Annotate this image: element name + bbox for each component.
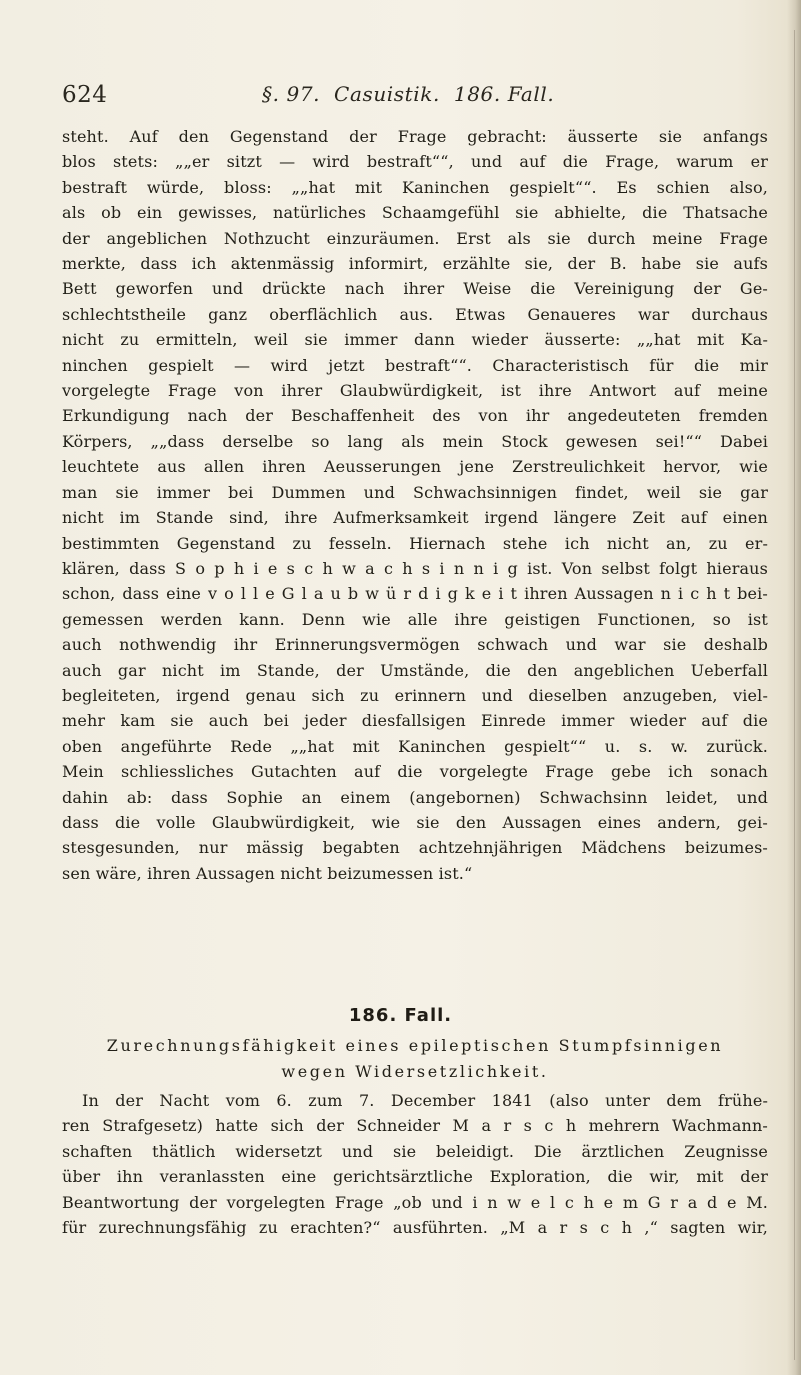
section-subtitle-line-2: wegen Widersetzlichkeit.: [281, 1062, 549, 1081]
running-title: §. 97. Casuistik. 186. Fall.: [262, 82, 555, 106]
text-line: merkte, dass ich aktenmässig informirt, erzählte sie, der B. habe sie aufs: [62, 254, 768, 274]
text-line: schon, dass eine v o l l e G l a u b w ü r d i g k e i t ihren Aussagen n i c h t bei-: [62, 584, 768, 604]
text-line: Bett geworfen und drückte nach ihrer Weise die Vereinigung der Ge-: [62, 279, 768, 299]
text-line: auch gar nicht im Stande, der Umstände, die den angeblichen Ueberfall: [62, 660, 768, 680]
text-line: gemessen werden kann. Denn wie alle ihre geistigen Functionen, so ist: [62, 609, 768, 629]
text-line: auch nothwendig ihr Erinnerungsvermögen schwach und war sie deshalb: [62, 635, 768, 655]
text-line: stesgesunden, nur mässig begabten achtzehnjährigen Mädchens beizumes-: [62, 838, 768, 858]
text-line: sen wäre, ihren Aussagen nicht beizumessen ist.“: [62, 863, 473, 883]
section-heading: 186. Fall.: [348, 1005, 453, 1026]
text-line: oben angeführte Rede „„hat mit Kaninchen gespielt““ u. s. w. zurück.: [62, 736, 768, 756]
text-line: nicht zu ermitteln, weil sie immer dann wieder äusserte: „„hat mit Ka-: [62, 330, 768, 350]
text-line: dahin ab: dass Sophie an einem (angebornen) Schwachsinn leidet, und: [62, 787, 768, 807]
text-line: dass die volle Glaubwürdigkeit, wie sie den Aussagen eines andern, gei-: [62, 812, 768, 832]
text-line: bestimmten Gegenstand zu fesseln. Hiernach stehe ich nicht an, zu er-: [62, 533, 768, 553]
text-line: Erkundigung nach der Beschaffenheit des von ihr angedeuteten fremden: [62, 406, 768, 426]
text-line: Mein schliessliches Gutachten auf die vorgelegte Frage gebe ich sonach: [62, 762, 768, 782]
text-line: bestraft würde, bloss: „„hat mit Kaninchen gespielt““. Es schien also,: [62, 177, 768, 197]
text-line: klären, dass S o p h i e s c h w a c h s i n n i g ist. Von selbst folgt hieraus: [62, 558, 768, 578]
text-line: Beantwortung der vorgelegten Frage „ob und i n w e l c h e m G r a d e M.: [62, 1192, 768, 1212]
page-number: 624: [62, 82, 108, 108]
text-line: Körpers, „„dass derselbe so lang als mein Stock gewesen sei!““ Dabei: [62, 431, 768, 451]
text-line: man sie immer bei Dummen und Schwachsinnigen findet, weil sie gar: [62, 482, 768, 502]
text-line: mehr kam sie auch bei jeder diesfallsigen Einrede immer wieder auf die: [62, 711, 768, 731]
text-line: vorgelegte Frage von ihrer Glaubwürdigkeit, ist ihre Antwort auf meine: [62, 381, 768, 401]
text-line: der angeblichen Nothzucht einzuräumen. Erst als sie durch meine Frage: [62, 228, 768, 248]
text-line: ren Strafgesetz) hatte sich der Schneider M a r s c h mehrern Wachmann-: [62, 1116, 768, 1136]
text-line: über ihn veranlassten eine gerichtsärztliche Exploration, die wir, mit der: [62, 1167, 768, 1187]
text-line: schaften thätlich widersetzt und sie beleidigt. Die ärztlichen Zeugnisse: [62, 1141, 768, 1161]
text-line: leuchtete aus allen ihren Aeusserungen jene Zerstreulichkeit hervor, wie: [62, 457, 768, 477]
text-line: schlechtstheile ganz oberflächlich aus. Etwas Genaueres war durchaus: [62, 304, 768, 324]
text-line: ninchen gespielt — wird jetzt bestraft““. Characteristisch für die mir: [62, 355, 768, 375]
text-line: In der Nacht vom 6. zum 7. December 1841 (also unter dem frühe-: [82, 1091, 768, 1110]
text-line: als ob ein gewisses, natürliches Schaamgefühl sie abhielte, die Thatsache: [62, 203, 768, 223]
text-line: nicht im Stande sind, ihre Aufmerksamkeit irgend längere Zeit auf einen: [62, 508, 768, 528]
body-text: [62, 124, 768, 886]
text-line: für zurechnungsfähig zu erachten?“ ausführten. „M a r s c h ,“ sagten wir,: [62, 1218, 768, 1238]
section-subtitle-line-1: Zurechnungsfähigkeit eines epileptischen Stumpfsinnigen: [106, 1036, 724, 1055]
page-edge-line: [794, 30, 795, 1360]
text-line: begleiteten, irgend genau sich zu erinnern und dieselben anzugeben, viel-: [62, 685, 768, 705]
text-line: blos stets: „„er sitzt — wird bestraft““, und auf die Frage, warum er: [62, 152, 768, 172]
section-text: [62, 1088, 768, 1240]
running-header: [62, 82, 762, 122]
text-line: steht. Auf den Gegenstand der Frage gebracht: äusserte sie anfangs: [62, 127, 768, 146]
